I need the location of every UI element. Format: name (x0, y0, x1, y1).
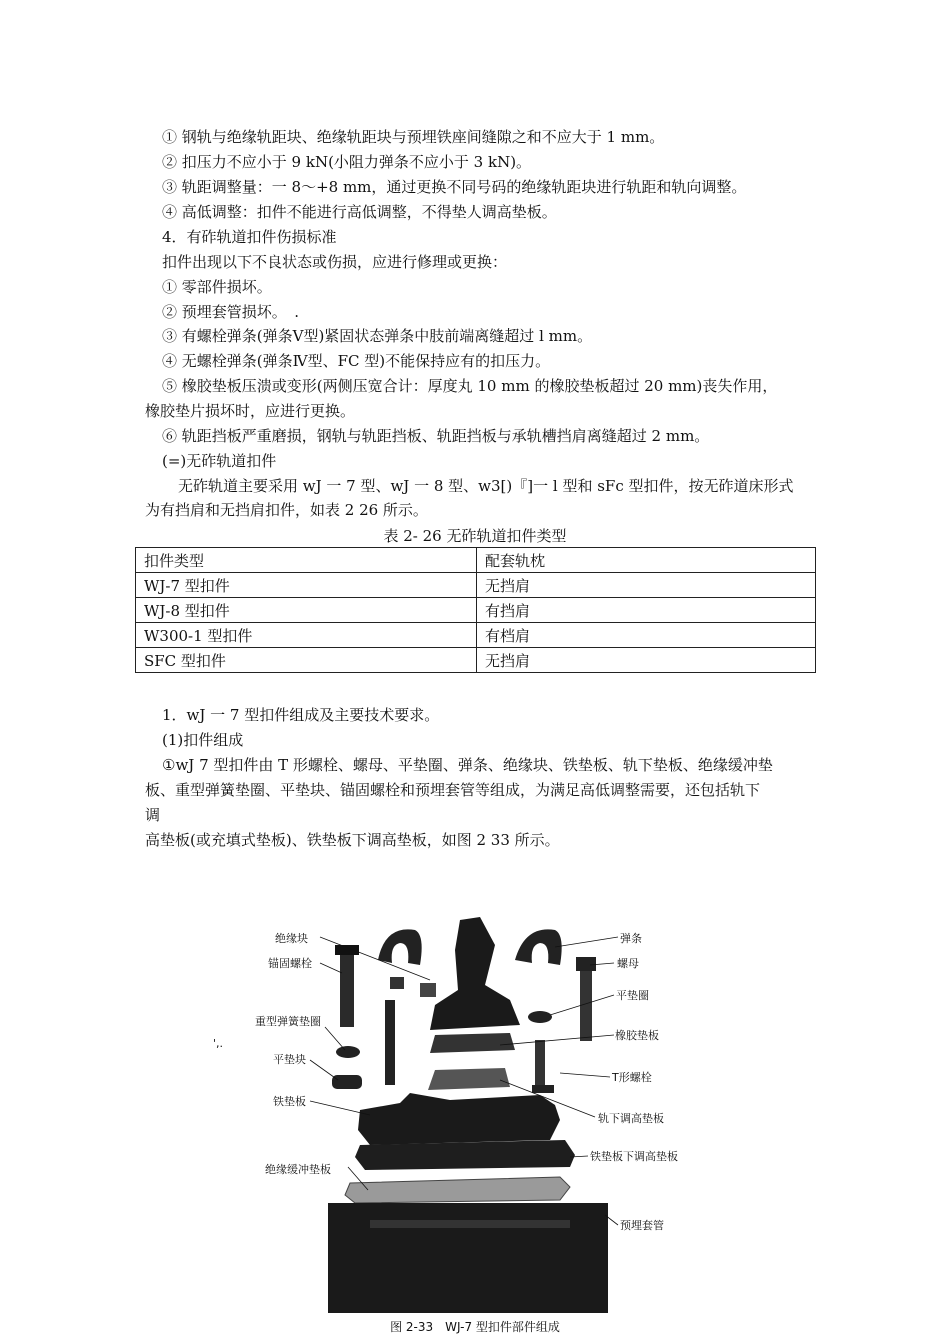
t-bolt-shape (535, 1040, 545, 1088)
paragraph: 高垫板(或充填式垫板)、铁垫板下调高垫板，如图 2 33 所示。 (145, 831, 560, 849)
figure-caption: 图 2-33 WJ-7 型扣件部件组成 (390, 1320, 560, 1334)
rail-pad-shape (428, 1068, 510, 1090)
table-caption: 表 2- 26 无砟轨道扣件类型 (383, 527, 567, 545)
insulation-block-shape (390, 977, 404, 989)
paragraph: ③ 有螺栓弹条(弹条Ⅴ型)紧固状态弹条中肢前端离缝超过 l mm。 (162, 327, 593, 345)
paragraph: 为有挡肩和无挡肩扣件，如表 2 26 所示。 (145, 501, 428, 519)
table-header-cell: 扣件类型 (136, 548, 477, 573)
paragraph: 板、重型弹簧垫圈、平垫块、锚固螺栓和预埋套管等组成，为满足高低调整需要，还包括轨下 (145, 781, 761, 799)
paragraph: 调 (145, 806, 161, 824)
flat-block-shape (332, 1075, 362, 1089)
baseplate-pad-shape (355, 1140, 575, 1170)
label-iron-baseplate: 铁垫板 (273, 1095, 306, 1108)
label-baseplate-pad: 铁垫板下调高垫板 (590, 1150, 678, 1163)
paragraph: ① 零部件损坏。 (162, 278, 272, 296)
buffer-pad-shape (345, 1177, 570, 1203)
paragraph: 扣件出现以下不良状态或伤损，应进行修理或更换： (162, 253, 508, 271)
paragraph: 橡胶垫片损坏时，应进行更换。 (145, 402, 356, 420)
table-cell: 有挡肩 (477, 598, 816, 623)
section-heading: 1．wJ 一 7 型扣件组成及主要技术要求。 (162, 706, 440, 724)
label-buffer-pad: 绝缘缓冲垫板 (265, 1163, 331, 1176)
section-heading: (1)扣件组成 (162, 731, 244, 749)
table-header-row (136, 548, 816, 573)
nut-shape (576, 957, 596, 971)
table-header-cell: 配套轨枕 (477, 548, 816, 573)
section-heading: 4．有砟轨道扣件伤损标准 (162, 228, 337, 246)
label-insulation-block: 绝缘块 (275, 932, 308, 945)
rail-shape (430, 917, 520, 1030)
clip-right-shape (515, 929, 562, 965)
clip-left-shape (378, 929, 422, 965)
label-rail-pad: 轨下调高垫板 (598, 1112, 664, 1125)
paragraph: ④ 高低调整：扣件不能进行高低调整，不得垫人调高垫板。 (162, 203, 557, 221)
label-embedded-sleeve: 预埋套管 (620, 1219, 664, 1232)
paragraph: ⑥ 轨距挡板严重磨损，钢轨与轨距挡板、轨距挡板与承轨槽挡肩离缝超过 2 mm。 (162, 427, 710, 445)
table-cell: 无挡肩 (477, 648, 816, 673)
anchor-bolt-shape (340, 947, 354, 1027)
label-rubber-pad: 橡胶垫板 (615, 1029, 659, 1042)
paragraph: ①wJ 7 型扣件由 T 形螺栓、螺母、平垫圈、弹条、绝缘块、铁垫板、轨下垫板、绝缘缓冲垫 (162, 756, 773, 774)
table-cell: 无挡肩 (477, 573, 816, 598)
label-flat-washer: 平垫圈 (616, 989, 649, 1002)
table-cell: SFC 型扣件 (136, 648, 477, 673)
paragraph: ① 钢轨与绝缘轨距块、绝缘轨距块与预埋铁座间缝隙之和不应大于 1 mm。 (162, 128, 665, 146)
fastener-exploded-diagram (210, 905, 730, 1320)
paragraph: ② 预埋套管损坏。 . (162, 303, 300, 321)
label-flat-block: 平垫块 (273, 1053, 306, 1066)
label-nut: 螺母 (617, 957, 639, 970)
label-t-bolt: T形螺栓 (612, 1071, 652, 1084)
label-clip: 弹条 (620, 932, 642, 945)
iron-baseplate-shape (358, 1093, 560, 1145)
section-heading: (=)无砟轨道扣件 (162, 452, 277, 470)
paragraph: 无砟轨道主要采用 wJ 一 7 型、wJ 一 8 型、w3[)『]一 l 型和 sFc 型扣件，按无砟道床形式 (178, 477, 794, 495)
table-cell: W300-1 型扣件 (136, 623, 477, 648)
table-cell: 有档肩 (477, 623, 816, 648)
stray-mark: ',. (213, 1037, 224, 1050)
table-row (136, 598, 816, 623)
paragraph: ④ 无螺栓弹条(弹条Ⅳ型、FC 型)不能保持应有的扣压力。 (162, 352, 551, 370)
spring-washer-shape (336, 1046, 360, 1058)
label-anchor-bolt: 锚固螺栓 (268, 957, 312, 970)
embedded-sleeve-shape (328, 1203, 608, 1313)
table-row (136, 648, 816, 673)
fastener-type-table (135, 547, 816, 673)
table-row (136, 573, 816, 598)
paragraph: ⑤ 橡胶垫板压溃或变形(两侧压宽合计：厚度丸 10 mm 的橡胶垫板超过 20 mm)丧失作用， (162, 377, 778, 395)
label-spring-washer: 重型弹簧垫圈 (255, 1015, 321, 1028)
table-row (136, 623, 816, 648)
table-cell: WJ-7 型扣件 (136, 573, 477, 598)
rubber-pad-shape (430, 1033, 515, 1053)
table-cell: WJ-8 型扣件 (136, 598, 477, 623)
paragraph: ② 扣压力不应小于 9 kN(小阻力弹条不应小于 3 kN)。 (162, 153, 532, 171)
washer-shape (528, 1011, 552, 1023)
paragraph: ③ 轨距调整量：一 8～+8 mm，通过更换不同号码的绝缘轨距块进行轨距和轨向调整。 (162, 178, 747, 196)
